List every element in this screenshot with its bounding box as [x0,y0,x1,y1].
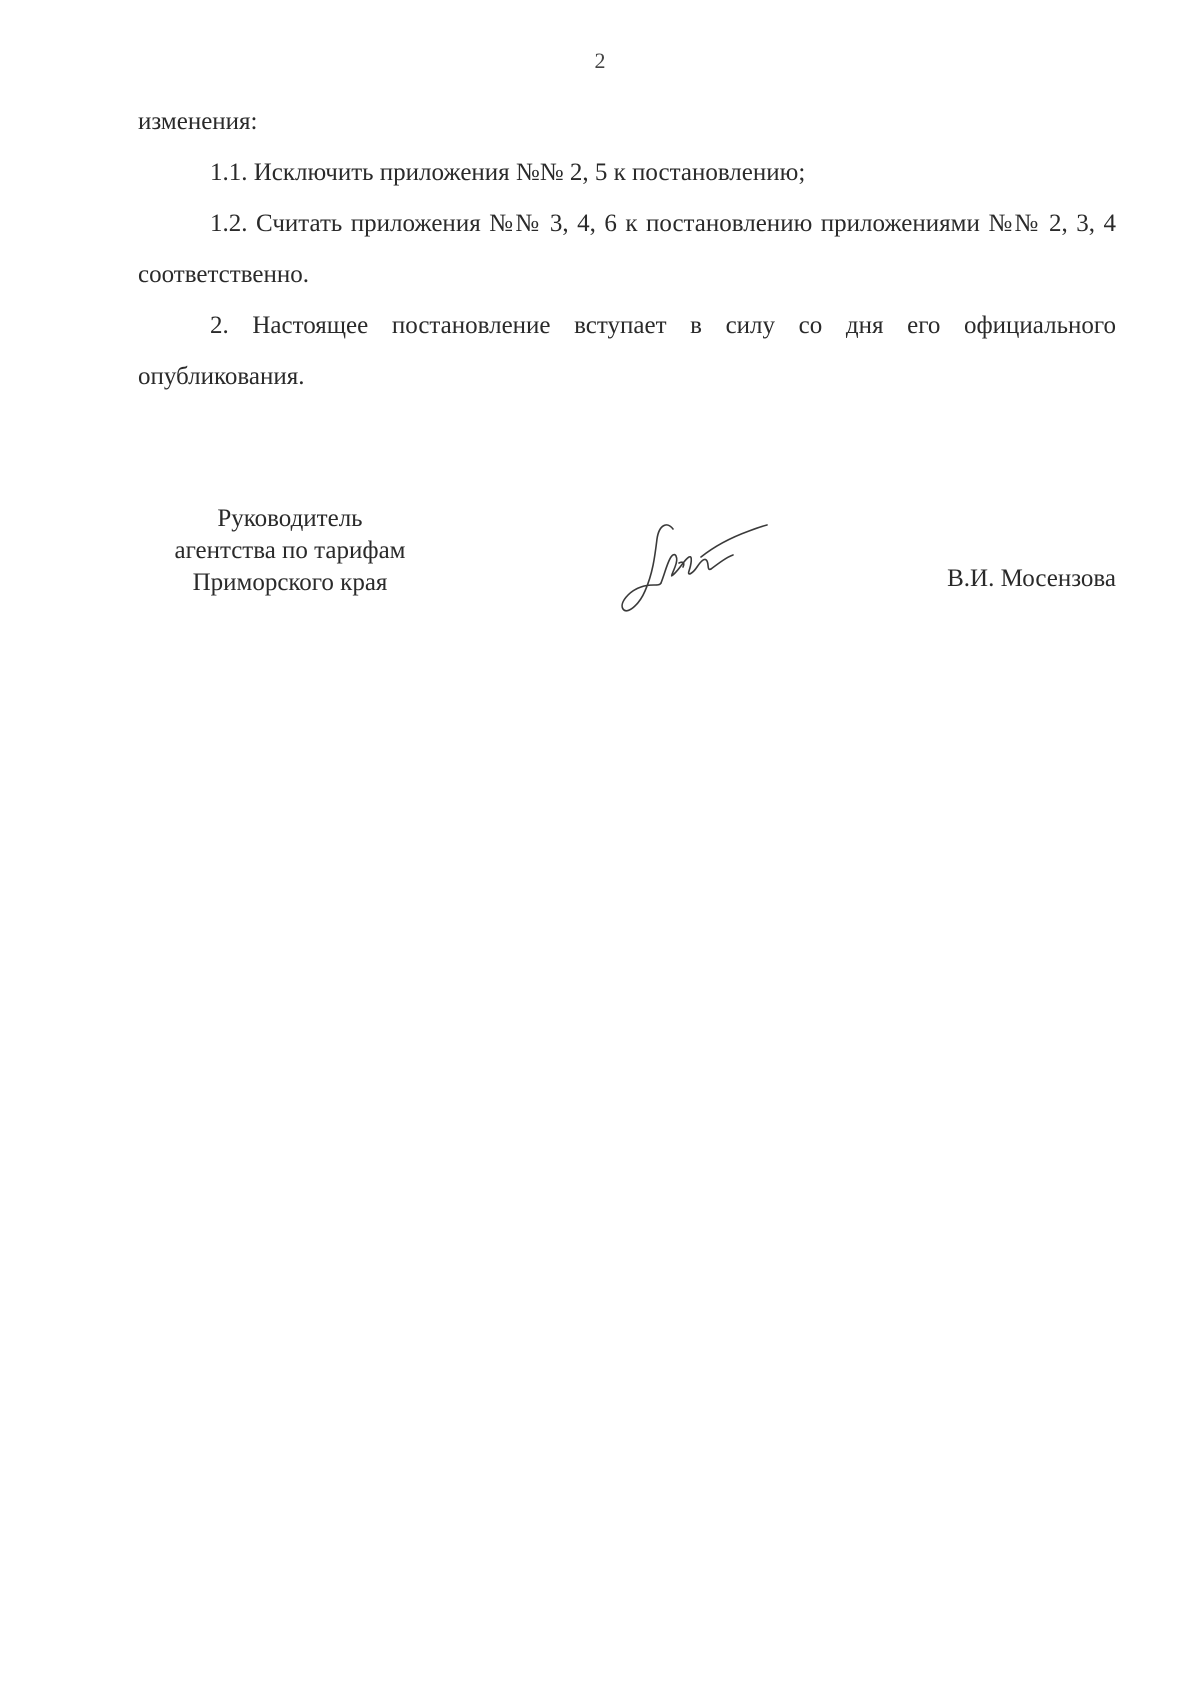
signatory-position [145,503,435,599]
paragraph-item-2: 2. Настоящее постановление вступает в силу со дня его официального опубликования. [138,312,1116,390]
position-line: Приморского края [192,569,388,596]
paragraph-item-1-2: 1.2. Считать приложения №№ 3, 4, 6 к постановлению приложениями №№ 2, 3, 4 соответственно. [138,210,1116,288]
page-number: 2 [594,48,606,73]
handwritten-signature-icon [615,517,785,622]
position-line: Руководитель [217,505,363,532]
document-body [138,96,1116,402]
signature-block [0,503,1200,623]
paragraph-continuation: изменения: [138,108,258,135]
position-line: агентства по тарифам [174,537,406,564]
signer-name: В.И. Мосензова [947,565,1116,592]
paragraph-item-1-1: 1.1. Исключить приложения №№ 2, 5 к постановлению; [210,159,806,186]
